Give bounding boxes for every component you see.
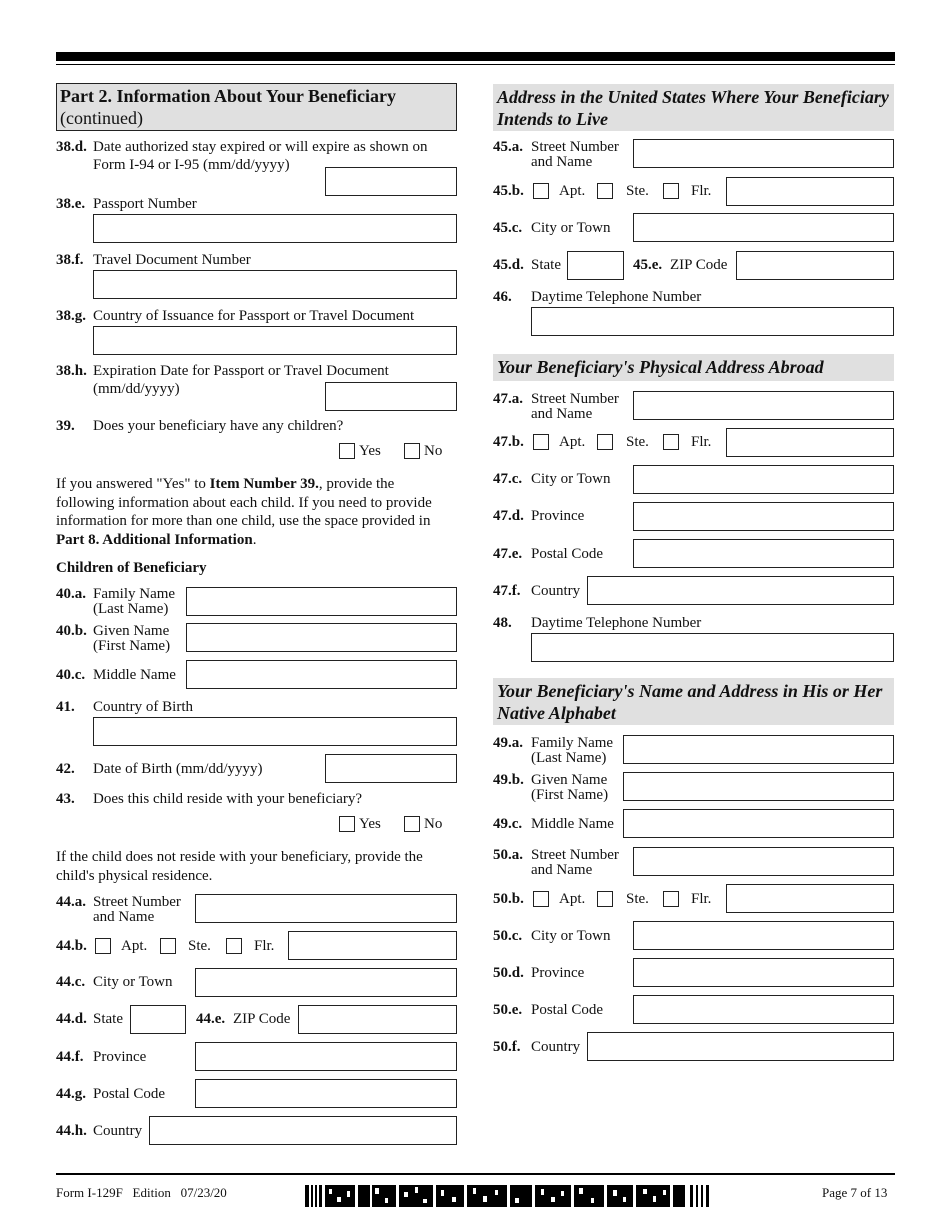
child-family-name-field[interactable] bbox=[186, 587, 457, 616]
country-of-issuance-field[interactable] bbox=[93, 326, 457, 355]
abroad-country-field[interactable] bbox=[587, 576, 894, 605]
children-yes-checkbox[interactable] bbox=[339, 443, 355, 459]
label-50c: City or Town bbox=[531, 928, 611, 944]
us-street-field[interactable] bbox=[633, 139, 894, 168]
children-no-label: No bbox=[424, 443, 443, 459]
native-ste-checkbox[interactable] bbox=[597, 891, 613, 907]
reside-yes-checkbox[interactable] bbox=[339, 816, 355, 832]
item-num-43: 43. bbox=[56, 791, 75, 807]
abroad-apt-checkbox[interactable] bbox=[533, 434, 549, 450]
reside-instructions: If the child does not reside with your beneficiary, provide the child's physical residence. bbox=[56, 849, 423, 884]
item-num-44b: 44.b. bbox=[56, 938, 87, 954]
label-45d: State bbox=[531, 257, 561, 273]
barcode-icon bbox=[305, 1185, 710, 1207]
abroad-address-heading: Your Beneficiary's Physical Address Abroad bbox=[493, 354, 894, 381]
us-address-heading: Address in the United States Where Your Beneficiary Intends to Live bbox=[493, 84, 894, 131]
abroad-ste-checkbox[interactable] bbox=[597, 434, 613, 450]
label-50f: Country bbox=[531, 1039, 581, 1055]
item-num-49a: 49.a. bbox=[493, 735, 523, 751]
child-middle-name-field[interactable] bbox=[186, 660, 457, 689]
item-num-44a: 44.a. bbox=[56, 894, 86, 910]
item-num-47c: 47.c. bbox=[493, 471, 523, 487]
item-num-44e: 44.e. bbox=[196, 1011, 226, 1027]
us-unit-number-field[interactable] bbox=[726, 177, 894, 206]
label-48: Daytime Telephone Number bbox=[531, 615, 702, 631]
item-num-47b: 47.b. bbox=[493, 434, 524, 450]
label-45a-line1: Street Number bbox=[531, 139, 619, 155]
abroad-phone-field[interactable] bbox=[531, 633, 894, 662]
native-apt-checkbox[interactable] bbox=[533, 891, 549, 907]
item-num-47f: 47.f. bbox=[493, 583, 521, 599]
item-num-38e: 38.e. bbox=[56, 196, 86, 212]
child-unit-number-field[interactable] bbox=[288, 931, 457, 960]
item-num-50f: 50.f. bbox=[493, 1039, 521, 1055]
label-39: Does your beneficiary have any children? bbox=[93, 418, 344, 434]
label-44g: Postal Code bbox=[93, 1086, 166, 1102]
item-num-50e: 50.e. bbox=[493, 1002, 523, 1018]
item-num-44g: 44.g. bbox=[56, 1086, 86, 1102]
item-num-46: 46. bbox=[493, 289, 512, 305]
child-ste-label: Ste. bbox=[188, 938, 211, 954]
label-40b-line1: Given Name bbox=[93, 623, 170, 639]
abroad-province-field[interactable] bbox=[633, 502, 894, 531]
native-flr-label: Flr. bbox=[691, 891, 712, 907]
item-num-47e: 47.e. bbox=[493, 546, 523, 562]
native-middle-name-field[interactable] bbox=[623, 809, 894, 838]
native-country-field[interactable] bbox=[587, 1032, 894, 1061]
label-50e: Postal Code bbox=[531, 1002, 604, 1018]
label-47f: Country bbox=[531, 583, 581, 599]
label-49b-line2: (First Name) bbox=[531, 787, 609, 803]
children-no-checkbox[interactable] bbox=[404, 443, 420, 459]
label-40a-line1: Family Name bbox=[93, 586, 176, 602]
label-47e: Postal Code bbox=[531, 546, 604, 562]
part-title: Part 2. Information About Your Beneficiary bbox=[60, 86, 396, 106]
us-city-field[interactable] bbox=[633, 213, 894, 242]
label-44h: Country bbox=[93, 1123, 143, 1139]
us-apt-checkbox[interactable] bbox=[533, 183, 549, 199]
page-number: Page 7 of 13 bbox=[822, 1185, 888, 1200]
item-num-44h: 44.h. bbox=[56, 1123, 87, 1139]
part-subtitle: (continued) bbox=[60, 108, 143, 128]
label-40c: Middle Name bbox=[93, 667, 176, 683]
child-flr-label: Flr. bbox=[254, 938, 275, 954]
native-flr-checkbox[interactable] bbox=[663, 891, 679, 907]
part-header bbox=[56, 83, 457, 131]
us-ste-checkbox[interactable] bbox=[597, 183, 613, 199]
travel-document-field[interactable] bbox=[93, 270, 457, 299]
label-43: Does this child reside with your beneficiary? bbox=[93, 791, 363, 807]
child-flr-checkbox[interactable] bbox=[226, 938, 242, 954]
us-flr-label: Flr. bbox=[691, 183, 712, 199]
native-given-name-field[interactable] bbox=[623, 772, 894, 801]
label-38h-line1: Expiration Date for Passport or Travel Document bbox=[93, 363, 389, 379]
label-38d-line1: Date authorized stay expired or will expire as shown on bbox=[93, 139, 428, 155]
item-num-38h: 38.h. bbox=[56, 363, 87, 379]
label-45e: ZIP Code bbox=[670, 257, 728, 273]
expiration-date-field[interactable] bbox=[325, 382, 457, 411]
item-num-45c: 45.c. bbox=[493, 220, 523, 236]
child-zip-field[interactable] bbox=[298, 1005, 457, 1034]
item-num-49c: 49.c. bbox=[493, 816, 523, 832]
reside-no-checkbox[interactable] bbox=[404, 816, 420, 832]
label-40b-line2: (First Name) bbox=[93, 638, 171, 654]
label-49a-line2: (Last Name) bbox=[531, 750, 607, 766]
native-family-name-field[interactable] bbox=[623, 735, 894, 764]
label-38f: Travel Document Number bbox=[93, 252, 251, 268]
label-50a-line1: Street Number bbox=[531, 847, 619, 863]
abroad-apt-label: Apt. bbox=[559, 434, 586, 450]
form-edition: Form I-129F Edition 07/23/20 bbox=[56, 1185, 227, 1200]
label-44e: ZIP Code bbox=[233, 1011, 291, 1027]
us-state-field[interactable] bbox=[567, 251, 624, 280]
passport-number-field[interactable] bbox=[93, 214, 457, 243]
child-date-of-birth-field[interactable] bbox=[325, 754, 457, 783]
child-state-field[interactable] bbox=[130, 1005, 186, 1034]
child-province-field[interactable] bbox=[195, 1042, 457, 1071]
item-num-40a: 40.a. bbox=[56, 586, 86, 602]
item-num-42: 42. bbox=[56, 761, 75, 777]
us-zip-field[interactable] bbox=[736, 251, 894, 280]
top-thick-rule bbox=[56, 52, 895, 61]
native-ste-label: Ste. bbox=[626, 891, 649, 907]
item-num-45a: 45.a. bbox=[493, 139, 523, 155]
abroad-postal-code-field[interactable] bbox=[633, 539, 894, 568]
label-44d: State bbox=[93, 1011, 123, 1027]
item-num-40c: 40.c. bbox=[56, 667, 86, 683]
label-38h-line2: (mm/dd/yyyy) bbox=[93, 381, 180, 397]
native-unit-number-field[interactable] bbox=[726, 884, 894, 913]
item-num-50a: 50.a. bbox=[493, 847, 523, 863]
label-47a-line2: and Name bbox=[531, 406, 593, 422]
us-ste-label: Ste. bbox=[626, 183, 649, 199]
label-47a-line1: Street Number bbox=[531, 391, 619, 407]
label-40a-line2: (Last Name) bbox=[93, 601, 169, 617]
child-country-field[interactable] bbox=[149, 1116, 457, 1145]
abroad-city-field[interactable] bbox=[633, 465, 894, 494]
child-given-name-field[interactable] bbox=[186, 623, 457, 652]
label-49c: Middle Name bbox=[531, 816, 614, 832]
label-50a-line2: and Name bbox=[531, 862, 593, 878]
native-postal-code-field[interactable] bbox=[633, 995, 894, 1024]
label-45a-line2: and Name bbox=[531, 154, 593, 170]
item-num-50c: 50.c. bbox=[493, 928, 523, 944]
item-num-39: 39. bbox=[56, 418, 75, 434]
label-47c: City or Town bbox=[531, 471, 611, 487]
footer-rule bbox=[56, 1173, 895, 1175]
top-thin-rule bbox=[56, 64, 895, 65]
native-street-field[interactable] bbox=[633, 847, 894, 876]
label-44a-line2: and Name bbox=[93, 909, 155, 925]
item-num-45d: 45.d. bbox=[493, 257, 524, 273]
us-flr-checkbox[interactable] bbox=[663, 183, 679, 199]
item-num-45b: 45.b. bbox=[493, 183, 524, 199]
reside-no-label: No bbox=[424, 816, 443, 832]
child-apt-checkbox[interactable] bbox=[95, 938, 111, 954]
item-num-41: 41. bbox=[56, 699, 75, 715]
children-instructions: If you answered "Yes" to Item Number 39., provide the following information about each child. If you need to provide information for more than one child, use the space provided in Part 8. Additional Information. bbox=[56, 476, 432, 548]
item-num-44c: 44.c. bbox=[56, 974, 86, 990]
label-44c: City or Town bbox=[93, 974, 173, 990]
item-num-44f: 44.f. bbox=[56, 1049, 84, 1065]
label-44a-line1: Street Number bbox=[93, 894, 181, 910]
abroad-unit-number-field[interactable] bbox=[726, 428, 894, 457]
label-38e: Passport Number bbox=[93, 196, 197, 212]
label-47d: Province bbox=[531, 508, 585, 524]
label-38d-line2: Form I-94 or I-95 (mm/dd/yyyy) bbox=[93, 157, 290, 173]
auth-stay-date-field[interactable] bbox=[325, 167, 457, 196]
native-alphabet-heading: Your Beneficiary's Name and Address in His or Her Native Alphabet bbox=[493, 678, 894, 725]
child-postal-code-field[interactable] bbox=[195, 1079, 457, 1108]
item-num-49b: 49.b. bbox=[493, 772, 524, 788]
child-country-of-birth-field[interactable] bbox=[93, 717, 457, 746]
label-46: Daytime Telephone Number bbox=[531, 289, 702, 305]
label-41: Country of Birth bbox=[93, 699, 193, 715]
abroad-flr-checkbox[interactable] bbox=[663, 434, 679, 450]
item-num-47a: 47.a. bbox=[493, 391, 523, 407]
label-49b-line1: Given Name bbox=[531, 772, 608, 788]
child-apt-label: Apt. bbox=[121, 938, 148, 954]
abroad-flr-label: Flr. bbox=[691, 434, 712, 450]
item-num-40b: 40.b. bbox=[56, 623, 87, 639]
native-city-field[interactable] bbox=[633, 921, 894, 950]
item-num-38f: 38.f. bbox=[56, 252, 84, 268]
abroad-ste-label: Ste. bbox=[626, 434, 649, 450]
label-50d: Province bbox=[531, 965, 585, 981]
children-yes-label: Yes bbox=[359, 443, 381, 459]
label-49a-line1: Family Name bbox=[531, 735, 614, 751]
label-44f: Province bbox=[93, 1049, 147, 1065]
label-38g: Country of Issuance for Passport or Travel Document bbox=[93, 308, 415, 324]
item-num-47d: 47.d. bbox=[493, 508, 524, 524]
reside-yes-label: Yes bbox=[359, 816, 381, 832]
abroad-street-field[interactable] bbox=[633, 391, 894, 420]
us-phone-field[interactable] bbox=[531, 307, 894, 336]
child-street-field[interactable] bbox=[195, 894, 457, 923]
label-42: Date of Birth (mm/dd/yyyy) bbox=[93, 761, 263, 777]
item-num-38d: 38.d. bbox=[56, 139, 87, 155]
item-num-38g: 38.g. bbox=[56, 308, 86, 324]
children-heading: Children of Beneficiary bbox=[56, 560, 207, 576]
item-num-44d: 44.d. bbox=[56, 1011, 87, 1027]
child-city-field[interactable] bbox=[195, 968, 457, 997]
item-num-48: 48. bbox=[493, 615, 512, 631]
item-num-50d: 50.d. bbox=[493, 965, 524, 981]
native-province-field[interactable] bbox=[633, 958, 894, 987]
item-num-45e: 45.e. bbox=[633, 257, 663, 273]
child-ste-checkbox[interactable] bbox=[160, 938, 176, 954]
item-num-50b: 50.b. bbox=[493, 891, 524, 907]
label-45c: City or Town bbox=[531, 220, 611, 236]
native-apt-label: Apt. bbox=[559, 891, 586, 907]
us-apt-label: Apt. bbox=[559, 183, 586, 199]
